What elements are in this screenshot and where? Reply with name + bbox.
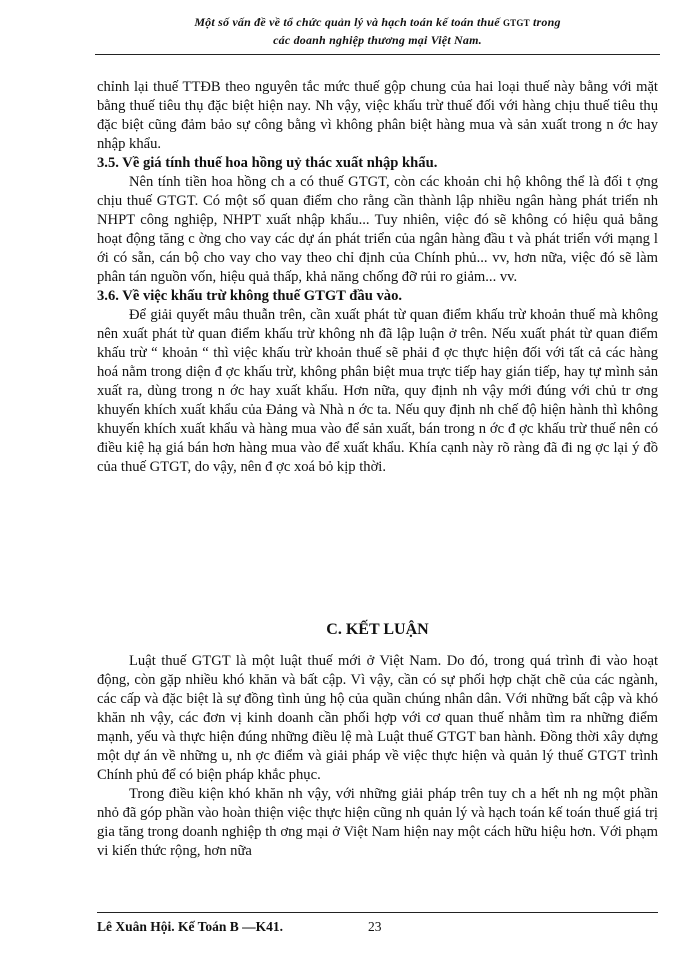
header-line-2: các doanh nghiệp thương mại Việt Nam. <box>273 33 482 47</box>
conclusion-text <box>97 652 658 861</box>
section-heading-3-5: 3.5. Về giá tính thuế hoa hồng uỷ thác xuất nhập khẩu. <box>97 155 438 171</box>
footer-divider <box>97 912 658 913</box>
footer-author: Lê Xuân Hội. Kế Toán B —K41. <box>97 919 284 934</box>
header-gtgt-label: GTGT <box>502 18 530 28</box>
running-header <box>95 14 660 55</box>
main-text <box>97 78 658 477</box>
section-heading-3-6: 3.6. Về việc khấu trừ không thuế GTGT đầu vào. <box>97 288 403 304</box>
paragraph-continued: chỉnh lại thuế TTĐB theo nguyên tắc mức thuế gộp chung của hai loại thuế này bằng với mặt bằng thuế tiêu thụ đặc biệt hiện nay. Nh vậy, việc khấu trừ thuế đối với hàng chịu thuế tiêu thụ đặc biệt cũng đảm bảo sự công bằng vì không phân biệt hàng mua và sản xuất trong n ớc hay nhập khẩu. <box>97 79 658 152</box>
header-title-part-2: trong <box>533 15 561 29</box>
header-line-1 <box>95 14 660 32</box>
paragraph-3-6: Để giải quyết mâu thuẫn trên, cần xuất phát từ quan điểm khấu trừ khoản thuế mà không nên xuất phát từ quan điểm khấu trừ không nh đã lập luận ở trên. Nếu xuất phát từ quan điểm khấu trừ “ khoản “ thì việc khấu trừ khoản thuế sẽ phải đ ợc thực hiện đối với tất cả các hàng hoá nằm trong diện đ ợc khấu trừ, không phân biệt mua trực tiếp hay gián tiếp, hay tự mình sản xuất ra, dùng trong n ớc hay xuất khẩu. Hơn nữa, quy định nh vậy mới đúng với chủ tr ơng khuyến khích xuất khẩu của Đảng và Nhà n ớc ta. Nếu quy định nh chế độ hiện hành thì không khuyến khích xuất khẩu và hàng mua vào để sản xuất, bán trong n ớc đ ợc khấu trừ thuế nên có điều kiệ hạ giá bán hơn hàng mua vào để xuất khẩu. Khía cạnh này rõ ràng đã đi ng ợc lại ý đồ của thuế GTGT, do vậy, nên đ ợc xoá bỏ kịp thời. <box>97 307 658 475</box>
paragraph-3-5: Nên tính tiền hoa hồng ch a có thuế GTGT, còn các khoản chi hộ không thể là đối t ợng chịu thuế GTGT. Có một số quan điểm cho rằng cần thành lập nhiều ngân hàng phát triển nh NHPT công nghiệp, NHPT xuất nhập khẩu... Tuy nhiên, việc đó sẽ không có hiệu quả bằng hoạt động tăng c ờng cho vay các dự án phát triển của ngân hàng đầu t và phát triển với mạng l ới có sẵn, cán bộ cho vay cho vay theo chỉ định của Chính phủ... vv, hơn nữa, việc đó sẽ làm phân tán nguồn vốn, hiệu quả thấp, khả năng chống đỡ rủi ro giảm... vv. <box>97 174 658 285</box>
conclusion-paragraph-2: Trong điều kiện khó khăn nh vậy, với những giải pháp trên tuy ch a hết nh ng một phần nhỏ đã góp phần vào hoàn thiện việc thực hiện cũng nh quản lý và hạch toán kế toán thuế giá trị gia tăng trong doanh nghiệp th ơng mại ở Việt Nam hiện nay một cách hữu hiệu hơn. Với phạm vi kiến thức rộng, hơn nữa <box>97 786 658 859</box>
page-number: 23 <box>368 919 382 934</box>
conclusion-heading: C. KẾT LUẬN <box>326 621 429 638</box>
conclusion-paragraph-1: Luật thuế GTGT là một luật thuế mới ở Việt Nam. Do đó, trong quá trình đi vào hoạt động, còn gặp nhiều khó khăn và bất cập. Vì vậy, cần có sự phối hợp chặt chẽ của các ngành, các cấp và đặc biệt là sự đồng tình ủng hộ của quần chúng nhân dân. Với những bất cập và khó khăn nh vậy, các đơn vị kinh doanh cần phối hợp với cơ quan thuế nhằm tìm ra những điểm mạnh, yếu và thực hiện đúng những điều lệ mà Luật thuế GTGT ban hành. Đồng thời xây dựng một dự án về những u, nh ợc điểm và giải pháp về việc thực hiện và quản lý thuế GTGT trình Chính phủ để có biện pháp khắc phục. <box>97 653 658 783</box>
header-title-part-1: Một số vấn đề về tổ chức quản lý và hạch toán kế toán thuế <box>194 15 500 29</box>
